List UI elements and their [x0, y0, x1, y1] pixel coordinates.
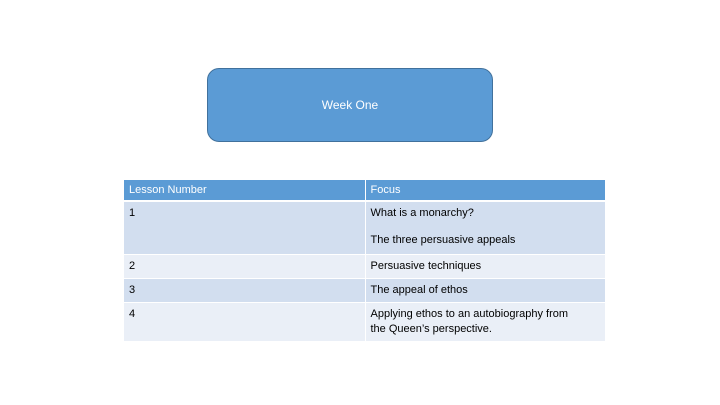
week-title-label: Week One — [321, 98, 379, 112]
focus-cell — [365, 278, 605, 302]
header-lesson-number: Lesson Number — [124, 180, 365, 201]
table-row — [124, 278, 605, 302]
focus-line: The appeal of ethos — [370, 283, 468, 296]
focus-cell — [365, 201, 605, 254]
lesson-table — [124, 180, 605, 341]
header-focus: Focus — [365, 180, 605, 201]
lesson-number-cell: 4 — [124, 302, 365, 341]
lesson-number-cell: 2 — [124, 254, 365, 278]
table-row — [124, 254, 605, 278]
table-header-row — [124, 180, 605, 201]
focus-line: the Queen’s perspective. — [370, 322, 492, 335]
week-title-box — [207, 68, 493, 142]
focus-line: What is a monarchy? — [370, 207, 474, 219]
focus-line: The three persuasive appeals — [370, 234, 516, 246]
focus-cell — [365, 302, 605, 341]
lesson-number-cell: 3 — [124, 278, 365, 302]
lesson-number-cell: 1 — [124, 201, 365, 254]
focus-line: Applying ethos to an autobiography from — [370, 307, 569, 320]
table-row — [124, 302, 605, 341]
focus-line: Persuasive techniques — [370, 259, 482, 272]
table-row — [124, 201, 605, 254]
focus-cell — [365, 254, 605, 278]
